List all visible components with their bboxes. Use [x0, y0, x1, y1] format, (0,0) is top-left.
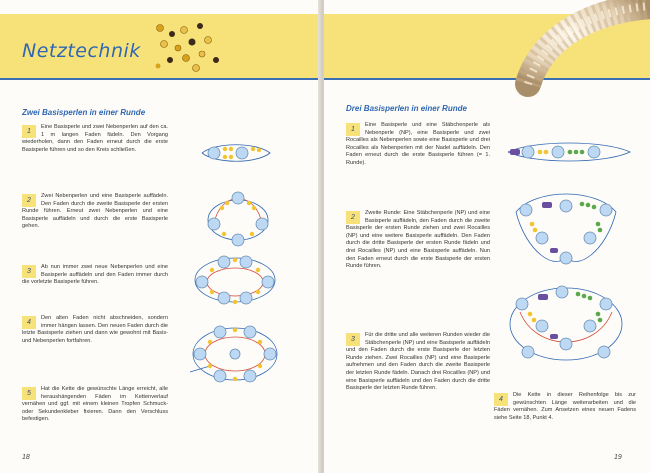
diagram-step-3 — [190, 252, 280, 308]
step-number: 4 — [494, 393, 508, 406]
section-title: Drei Basisperlen in einer Runde — [346, 104, 467, 113]
header-rule — [0, 78, 322, 80]
step-1 — [22, 124, 168, 154]
diagram-step-2 — [506, 192, 626, 272]
step-number: 3 — [22, 265, 36, 278]
step-2 — [346, 210, 490, 271]
diagram-step-4 — [190, 322, 280, 386]
diagram-step-3 — [506, 282, 626, 366]
step-text: Den alten Faden nicht abschneiden, sondern immer hängen lassen. Den neuen Faden durch die letzte Basisperle ziehen und dann wie gewohnt mit Basis- und Nebenperlen fortfahren. — [22, 315, 168, 344]
step-3 — [346, 332, 490, 393]
step-text: Ab nun immer zwei neue Nebenperlen und eine Basisperle auffädeln und den Faden immer durch die vorletzte Basisperle führen. — [22, 264, 168, 286]
page-number: 19 — [614, 454, 622, 461]
step-3 — [22, 264, 168, 287]
step-text: Zweite Runde: Eine Stäbchenperle (NP) und eine Basisperle auffädeln, den Faden durch die zweite Basisperle der ersten Runde ziehen und zwei Rocailles (NP) und eine weitere Basisperle auffädeln. Den Faden durch die dritte Basisperle der ersten Runde fädeln und drei Rocailles (NP) und eine Basisperle auffädeln. Nun den Faden erneut durch die erste Basisperle der ersten Runde führen. — [346, 210, 490, 270]
page-number: 18 — [22, 454, 30, 461]
step-number: 1 — [22, 125, 36, 138]
step-number: 5 — [22, 387, 36, 400]
step-2 — [22, 193, 168, 231]
diagram-step-2 — [200, 184, 276, 246]
page-title: Netztechnik — [22, 40, 141, 62]
step-number: 2 — [346, 211, 360, 224]
step-4 — [22, 315, 168, 345]
step-text: Eine Basisperle und eine Stäbchenperle als Nebenperle (NP), eine Basisperle und zwei Rocailles als Nebenperlen sowie eine Basisperle und drei Rocailles als Nebenperlen mit der Nadel auffädeln. Den Faden erneut durch die erste Basisperle führen (= 1. Runde). — [346, 122, 490, 166]
right-page — [324, 0, 650, 473]
step-number: 4 — [22, 316, 36, 329]
section-title: Zwei Basisperlen in einer Runde — [22, 108, 146, 117]
step-1 — [346, 122, 490, 168]
step-4 — [494, 392, 636, 422]
bead-scatter-image — [150, 20, 230, 76]
beaded-necklace-image — [520, 4, 650, 84]
step-number: 3 — [346, 333, 360, 346]
step-text: Eine Basisperle und zwei Nebenperlen auf den ca. 1 m langen Faden fädeln. Den Vorgang wiederholen, dann den Faden erneut durch die erste Basisperle führen und so den Kreis schließen. — [22, 124, 168, 153]
step-number: 1 — [346, 123, 360, 136]
step-number: 2 — [22, 194, 36, 207]
step-text: Zwei Nebenperlen und eine Basisperle auffädeln. Den Faden durch die zweite Basisperle der ersten Runde führen. Erneut zwei Nebenperlen und eine Basisperle auffädeln und durch die erste Basisperle gehen. — [22, 193, 168, 230]
diagram-step-1 — [196, 140, 276, 166]
left-page — [0, 0, 322, 473]
step-text: Für die dritte und alle weiteren Runden wieder die Stäbchenperle (NP) und eine Basisperle auffädeln und den Faden durch die erste Basisperle der letzten Runde ziehen. Zwei Rocailles (NP) und eine Basisperle aufnehmen und den Faden durch die zweite Basisperle der letzten Runde fädeln. Danach drei Rocailles (NP) und eine Basisperle auffädeln und den Faden durch die dritte Basisperle der letzten Runde führen. — [346, 332, 490, 392]
step-5 — [22, 386, 168, 424]
step-text: Hat die Kette die gewünschte Länge erreicht, alle heraushängenden Fäden im Kettenverlauf vernähen und ggf. mit einem kleinen Tropfen Schmuck- oder Sekundenkleber fixieren. Dann den Verschluss befestigen. — [22, 386, 168, 423]
diagram-step-1 — [504, 140, 634, 164]
step-text: Die Kette in dieser Reihenfolge bis zur gewünschten Länge weiterarbeiten und die Fäden vernähen. Zum Ansetzen eines neuen Fadens siehe Seite 18, Punkt 4. — [494, 392, 636, 421]
